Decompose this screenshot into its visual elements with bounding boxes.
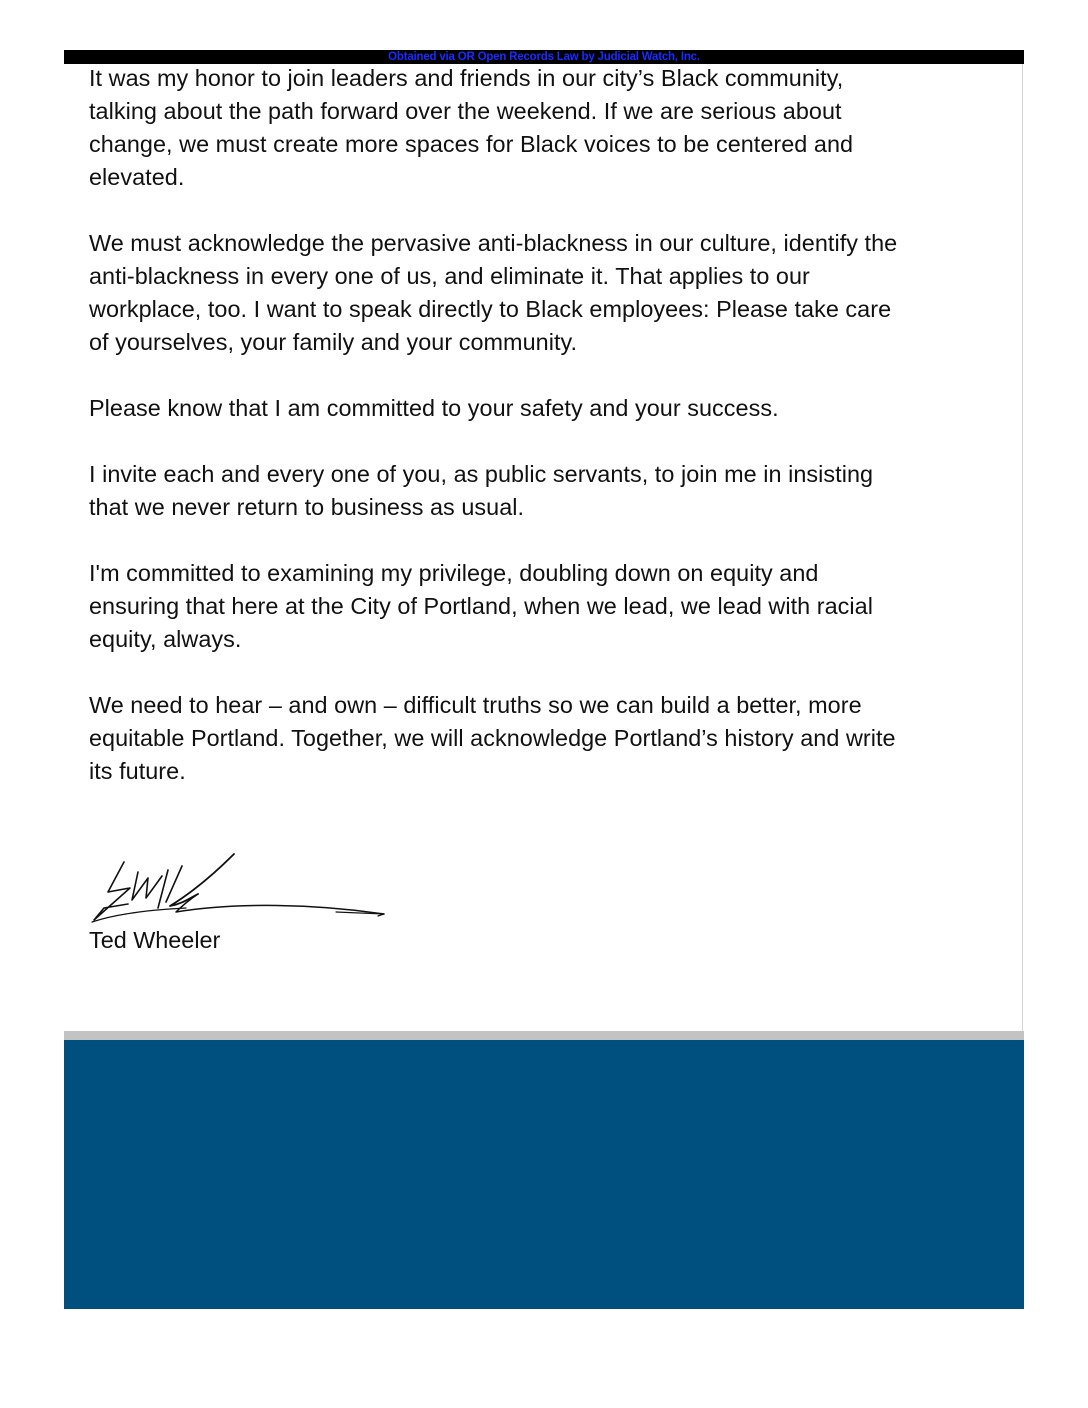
footer-color-band — [64, 1040, 1024, 1309]
signature-stroke — [132, 872, 162, 900]
signature-stroke — [94, 862, 130, 920]
paragraph-4: I invite each and every one of you, as public servants, to join me in insisting that we never return to business as usual. — [89, 461, 874, 520]
paragraph-6: We need to hear – and own – difficult truths so we can build a better, more equitable Portland. Together, we will acknowledge Portland’s history and write its future. — [89, 692, 896, 784]
signature-stroke — [158, 866, 182, 908]
signature-stroke — [176, 894, 384, 914]
paragraph-3: Please know that I am committed to your safety and your success. — [89, 395, 779, 421]
letter-body — [89, 62, 1009, 821]
footer-divider — [64, 1031, 1024, 1040]
signature-stroke — [170, 854, 234, 906]
paragraph-5: I'm committed to examining my privilege, doubling down on equity and ensuring that here at the City of Portland, when we lead, we lead with racial equity, always. — [89, 560, 873, 652]
page-edge-rule — [1022, 64, 1023, 1032]
records-watermark: Obtained via OR Open Records Law by Judicial Watch, Inc. — [388, 51, 700, 63]
handwritten-signature — [86, 848, 390, 928]
paragraph-1: It was my honor to join leaders and friends in our city’s Black community, talking about the path forward over the weekend. If we are serious about change, we must create more spaces for Black voices to be centered and elevated. — [89, 65, 854, 190]
paragraph-2: We must acknowledge the pervasive anti-blackness in our culture, identify the anti-blackness in every one of us, and eliminate it. That applies to our workplace, too. I want to speak directly to Black employees: Please take care of yourselves, your family and your community. — [89, 230, 898, 355]
signer-name: Ted Wheeler — [89, 927, 221, 953]
